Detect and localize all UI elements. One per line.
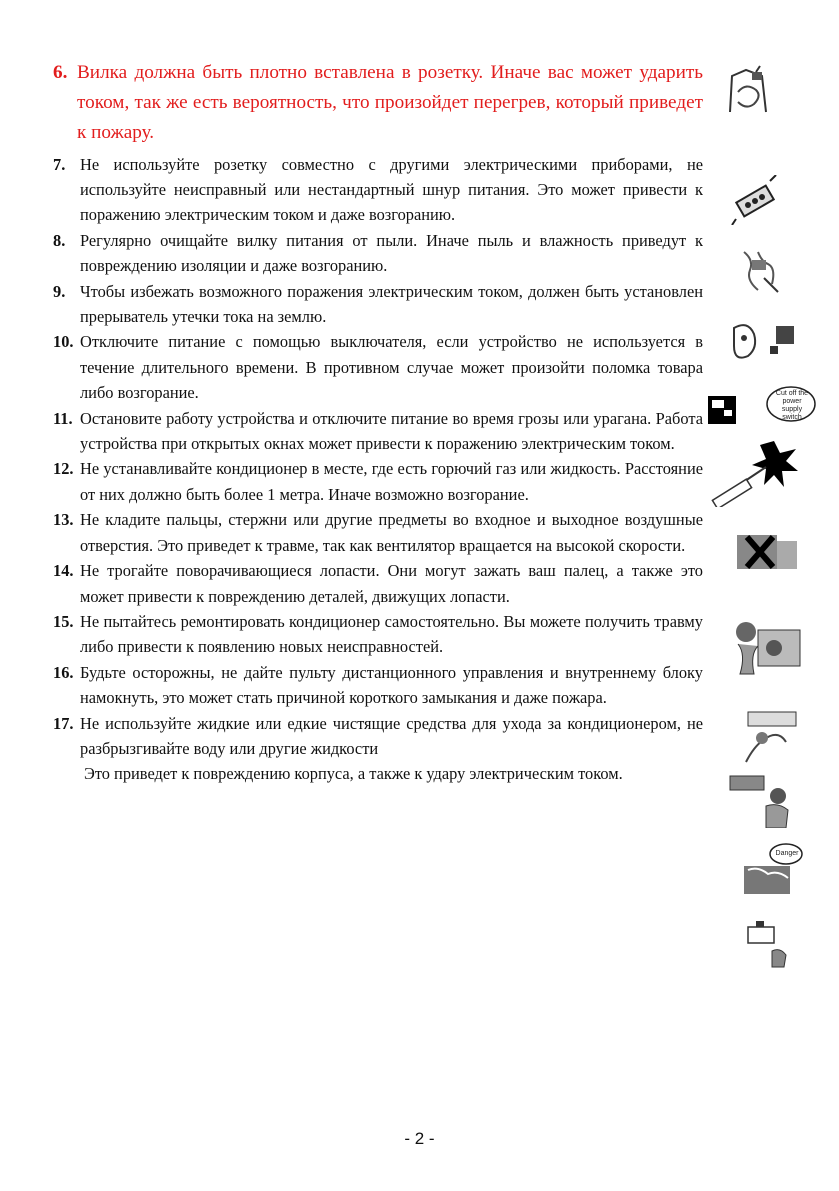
item-number: 9. [53,281,66,301]
item-continuation: Это приведет к повреждению корпуса, а также к удару электрическим током. [84,764,623,784]
item-text: Вилка должна быть плотно вставлена в розетку. Иначе вас может ударить током, так же есть вероятность, что произойдет перегрев, который приведет к пожару. [77,62,703,144]
wet-remote-illustration [728,772,800,828]
safety-list [53,58,703,787]
list-item [53,329,703,405]
item-text: Не кладите пальцы, стержни или другие предметы во входное и выходное воздушные отверстия. Это приведет к травме, так как вентилятор вращается на высокой скорости. [80,510,703,555]
spray-cleaner-illustration [744,917,796,969]
list-item [53,558,703,609]
item-text: Не устанавливайте кондиционер в месте, где есть горючий газ или жидкость. Расстояние от них должно быть более 1 метра. Иначе возможно возгорание. [80,459,703,504]
list-item [53,711,703,787]
item-number: 12. [53,459,74,479]
lightning-illustration [708,437,800,507]
item-text: Отключите питание с помощью выключателя, если устройство не используется в течение длительного времени. В противном случае может произойти поломка товара либо возгорание. [80,332,703,403]
item-number: 7. [53,154,66,174]
item-text: Не пытайтесь ремонтировать кондиционер самостоятельно. Вы можете получить травму либо привести к появлению новых неисправностей. [80,611,703,657]
list-item [53,279,703,330]
item-number: 13. [53,510,74,530]
repair-illustration [738,708,800,766]
danger-spray-illustration [738,840,804,900]
list-item [53,507,703,558]
item-text: Остановите работу устройства и отключите питание во время грозы или урагана. Работа устройства при открытых окнах может привести к поражению электрическим током. [80,408,703,454]
list-item [53,660,703,711]
power-strip-illustration [730,175,780,225]
list-item [53,406,703,457]
plug-hand-illustration [722,62,778,118]
item-number: 11. [53,408,73,428]
list-item [53,58,703,149]
item-number: 6. [53,62,68,83]
fingers-in-vent-illustration [728,618,803,678]
item-number: 10. [53,332,74,352]
item-number: 15. [53,611,74,631]
item-number: 8. [53,230,66,250]
item-text: Чтобы избежать возможного поражения электрическим током, должен быть установлен прерыватель утечки тока на землю. [80,281,703,327]
no-gas-illustration [733,527,803,577]
list-item [53,228,703,279]
item-text: Не используйте розетку совместно с другими электрическими приборами, не используйте неисправный или нестандартный шнур питания. Это может привести к поражению электрическим током и даже возгоранию. [80,154,703,225]
item-number: 17. [53,713,74,733]
list-item [53,609,703,660]
power-switch-caption: Cut off the power supply switch [775,390,809,421]
page-number: - 2 - [404,1129,435,1148]
power-switch-illustration [706,384,816,434]
item-text: Будьте осторожны, не дайте пульту дистанционного управления и внутреннему блоку намокнуть, это может стать причиной короткого замыкания и даже пожара. [80,662,703,708]
danger-caption: Danger [775,850,799,857]
item-number: 14. [53,561,74,581]
list-item [53,456,703,507]
dusty-plug-illustration [738,248,782,296]
item-text: Не трогайте поворачивающиеся лопасти. Они могут зажать ваш палец, а также это может привести к повреждению деталей, движущих лопасти. [80,561,703,606]
item-text: Регулярно очищайте вилку питания от пыли. Иначе пыль и влажность приведут к повреждению изоляции и даже возгоранию. [80,230,703,276]
list-item [53,152,703,228]
item-number: 16. [53,662,74,682]
breaker-illustration [730,322,800,362]
item-text: Не используйте жидкие или едкие чистящие средства для ухода за кондиционером, не разбрызгивайте воду или другие жидкости [80,713,703,758]
